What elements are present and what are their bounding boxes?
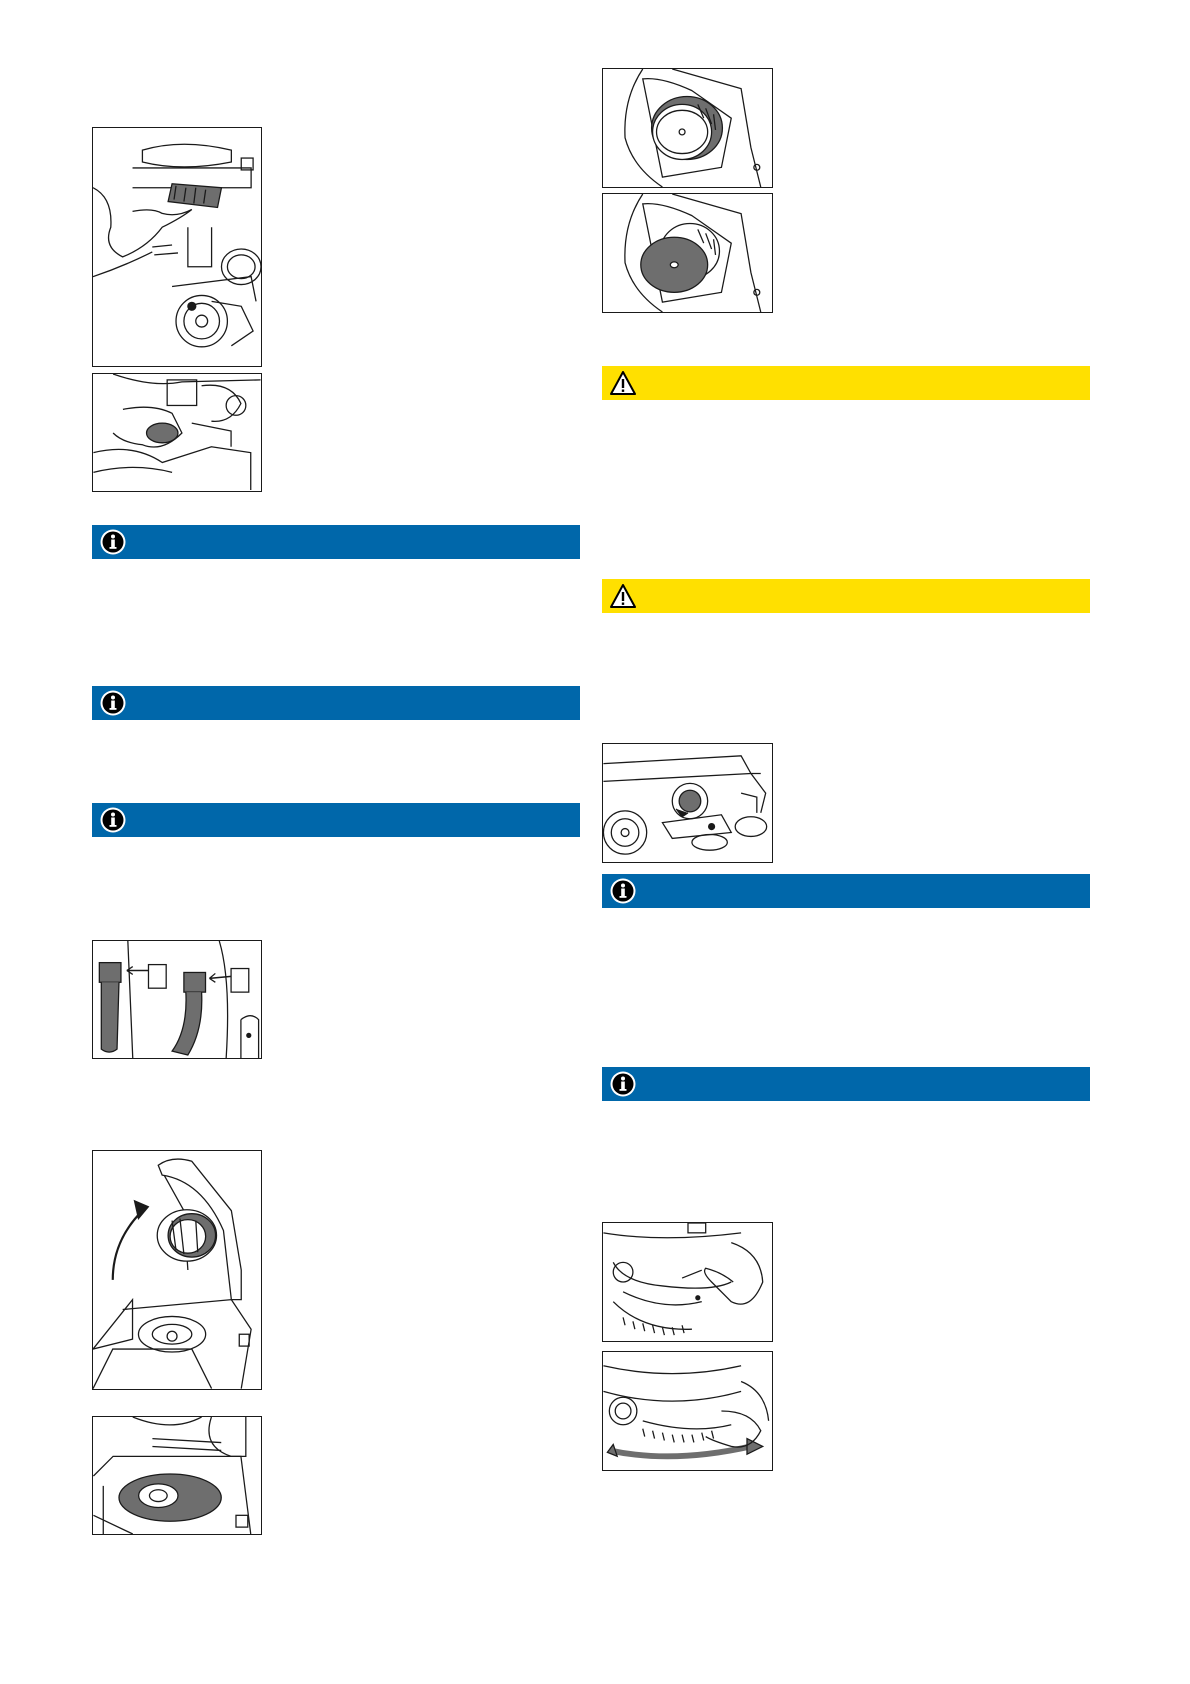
caution-bar-2: [602, 579, 1090, 613]
note-bar-3: [92, 803, 580, 837]
info-icon: [100, 807, 126, 833]
info-icon: [100, 690, 126, 716]
figure-filter-dark: [602, 193, 773, 313]
figure-brush-release: [602, 1222, 773, 1342]
figure-rotation-knob: [602, 743, 773, 863]
figure-brush-fit: [602, 1351, 773, 1471]
caution-bar-1: [602, 366, 1090, 400]
note-bar-2: [92, 686, 580, 720]
note-bar-1: [92, 525, 580, 559]
figure-tank-float: [92, 1416, 262, 1535]
info-icon: [100, 529, 126, 555]
figure-cover-open: [92, 1150, 262, 1390]
warning-triangle-icon: [610, 370, 636, 396]
figure-hose-plugs: [92, 940, 262, 1059]
info-icon: [610, 1071, 636, 1097]
note-bar-5: [602, 1067, 1090, 1101]
figure-hand-clamp: [92, 373, 262, 492]
figure-lever-hand: [92, 127, 262, 367]
note-bar-4: [602, 874, 1090, 908]
info-icon: [610, 878, 636, 904]
warning-triangle-icon: [610, 583, 636, 609]
figure-filter-light: [602, 68, 773, 188]
